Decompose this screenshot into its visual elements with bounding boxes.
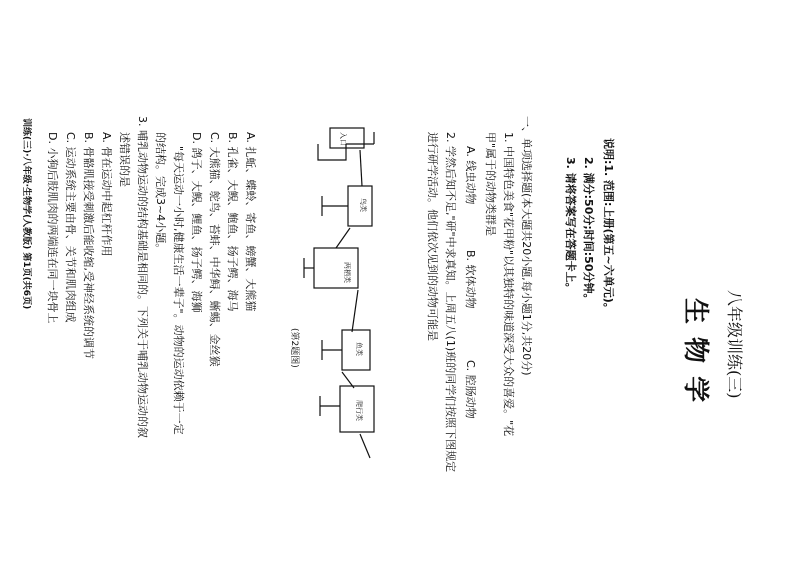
q2-option-b: B. 孔雀、大鲵、鲍鱼、扬子鳄、海马 — [226, 132, 239, 312]
q2-option-a: A. 扎蚯、蝶蛉、寄鱼、螃蟹、大熊猫 — [244, 132, 257, 312]
note-1: 说明:1. 范围:上册(第五~六单元)。 — [602, 138, 615, 314]
q1-option-b: B. 软体动物 — [464, 250, 477, 309]
q2-option-c: C. 大熊猫、鸵鸟、苔蚌、中华鲟、蜥蜴、金丝猴 — [208, 132, 221, 367]
q1-option-a: A. 线虫动物 — [464, 146, 477, 205]
q1-stem-line2: 甲"属于的动物类群是 — [484, 132, 497, 237]
subject-title: 生 物 学 — [680, 298, 710, 405]
q2-stem-line2: 进行研学活动。他们依次见到的动物可能是 — [426, 132, 439, 341]
q3-option-c: C. 运动系统主要由骨、关节和肌肉组成 — [64, 132, 77, 323]
page-footer: 训练(三)·八年级·生物学(人教版) 第1页(共6页) — [21, 118, 31, 310]
q1-option-c: C. 腔肠动物 — [464, 360, 477, 419]
q3-stem-line2: 述错误的是 — [118, 132, 131, 187]
q3-intro-line1: "每天运动一小时,健康生活一辈子"。动物的运动依赖于一定 — [172, 146, 185, 435]
q3-option-a: A. 骨在运动中起杠杆作用 — [100, 132, 113, 257]
q1-stem-line1: 1. 中国特色美食"花甲粉"以其独特的味道深受大众的喜爱。"花 — [502, 132, 515, 437]
figure-caption: (第2题图) — [289, 328, 299, 368]
flow-box-reptiles: 爬行类 — [355, 400, 363, 421]
flow-box-fish: 鱼类 — [355, 342, 363, 356]
q2-stem-line1: 2. 学然后知不足,"研"中求真知。上周五八(1)班的同学们按照下图规定 — [444, 132, 457, 473]
flow-box-entrance: 入口 — [339, 132, 347, 146]
flow-box-birds: 鸟类 — [359, 198, 367, 212]
q3-option-b: B. 骨骼肌接受刺激后能收缩,受神经系统的调节 — [82, 132, 95, 360]
note-3: 3. 请将答案写在答题卡上。 — [564, 157, 577, 294]
note-2: 2. 满分:50分;时间:50分钟。 — [582, 157, 595, 305]
route-figure — [300, 120, 400, 460]
exam-title: 八年级训练(三) — [725, 290, 744, 399]
q3-intro-line2: 的结构。完成3~4小题。 — [154, 132, 167, 255]
section-heading: 一、单项选择题(本大题共20小题,每小题1分,共20分) — [520, 116, 533, 376]
q3-option-d: D. 小狗后肢肌肉的两端连在同一块骨上 — [46, 132, 59, 324]
q2-option-d: D. 鸽子、大鲵、鲤鱼、扬子鳄、海狮 — [190, 132, 203, 313]
q3-stem: 3. 哺乳动物运动的结构基础是相同的。下列关于哺乳动物运动的叙 — [136, 116, 149, 438]
flow-box-amphibians: 两栖类 — [343, 262, 351, 283]
